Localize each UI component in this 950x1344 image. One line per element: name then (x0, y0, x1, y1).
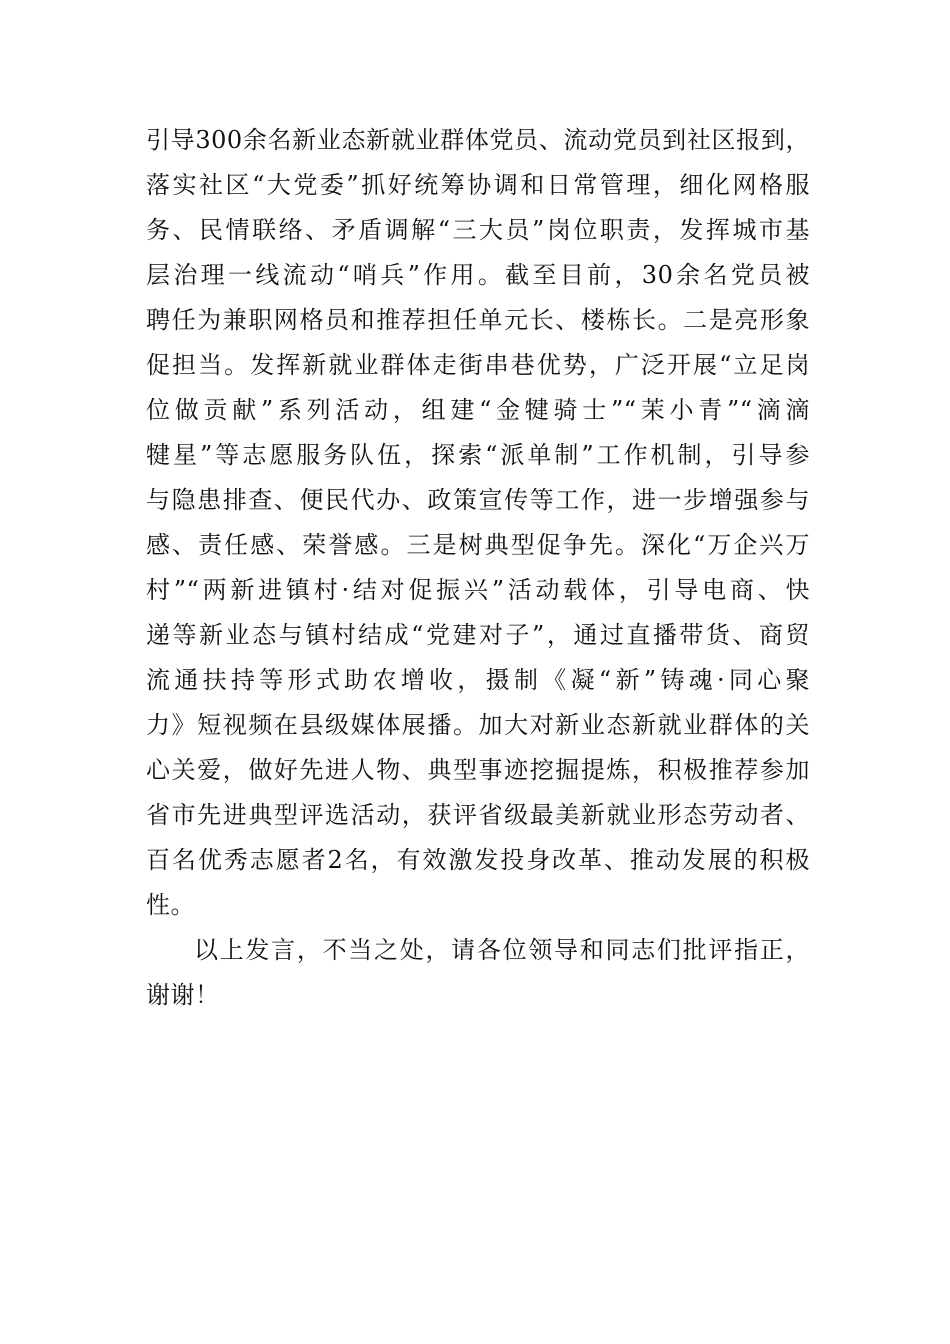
text-line: 务、民情联络、矛盾调解“三大员”岗位职责，发挥城市基 (146, 216, 810, 244)
text-line: 引导300余名新业态新就业群体党员、流动党员到社区报到， (146, 126, 810, 154)
text-line: 村”“两新进镇村·结对促振兴”活动载体，引导电商、快 (146, 576, 810, 604)
text-line: 省市先进典型评选活动，获评省级最美新就业形态劳动者、 (146, 801, 810, 829)
text-line: 谢谢！ (146, 981, 220, 1009)
text-line: 聘任为兼职网格员和推荐担任单元长、楼栋长。二是亮形象 (146, 306, 810, 334)
text-line: 力》短视频在县级媒体展播。加大对新业态新就业群体的关 (146, 711, 810, 739)
paragraph-1 (146, 118, 810, 928)
text-line: 心关爱，做好先进人物、典型事迹挖掘提炼，积极推荐参加 (146, 756, 810, 784)
text-line: 落实社区“大党委”抓好统筹协调和日常管理，细化网格服 (146, 171, 810, 199)
text-line: 流通扶持等形式助农增收，摄制《凝“新”铸魂·同心聚 (146, 666, 810, 694)
text-line: 感、责任感、荣誉感。三是树典型促争先。深化“万企兴万 (146, 531, 810, 559)
text-line: 递等新业态与镇村结成“党建对子”，通过直播带货、商贸 (146, 621, 810, 649)
text-line: 犍星”等志愿服务队伍，探索“派单制”工作机制，引导参 (146, 441, 810, 469)
paragraph-2 (146, 928, 810, 1018)
text-line: 与隐患排查、便民代办、政策宣传等工作，进一步增强参与 (146, 486, 810, 514)
text-line: 层治理一线流动“哨兵”作用。截至目前，30余名党员被 (146, 261, 810, 289)
text-line: 位做贡献”系列活动，组建“金犍骑士”“茉小青”“滴滴 (146, 396, 810, 424)
text-line: 百名优秀志愿者2名，有效激发投身改革、推动发展的积极 (146, 846, 810, 874)
text-line: 性。 (146, 891, 195, 919)
document-body (146, 118, 810, 1018)
text-line: 促担当。发挥新就业群体走街串巷优势，广泛开展“立足岗 (146, 351, 810, 379)
text-line: 以上发言，不当之处，请各位领导和同志们批评指正， (194, 936, 810, 964)
